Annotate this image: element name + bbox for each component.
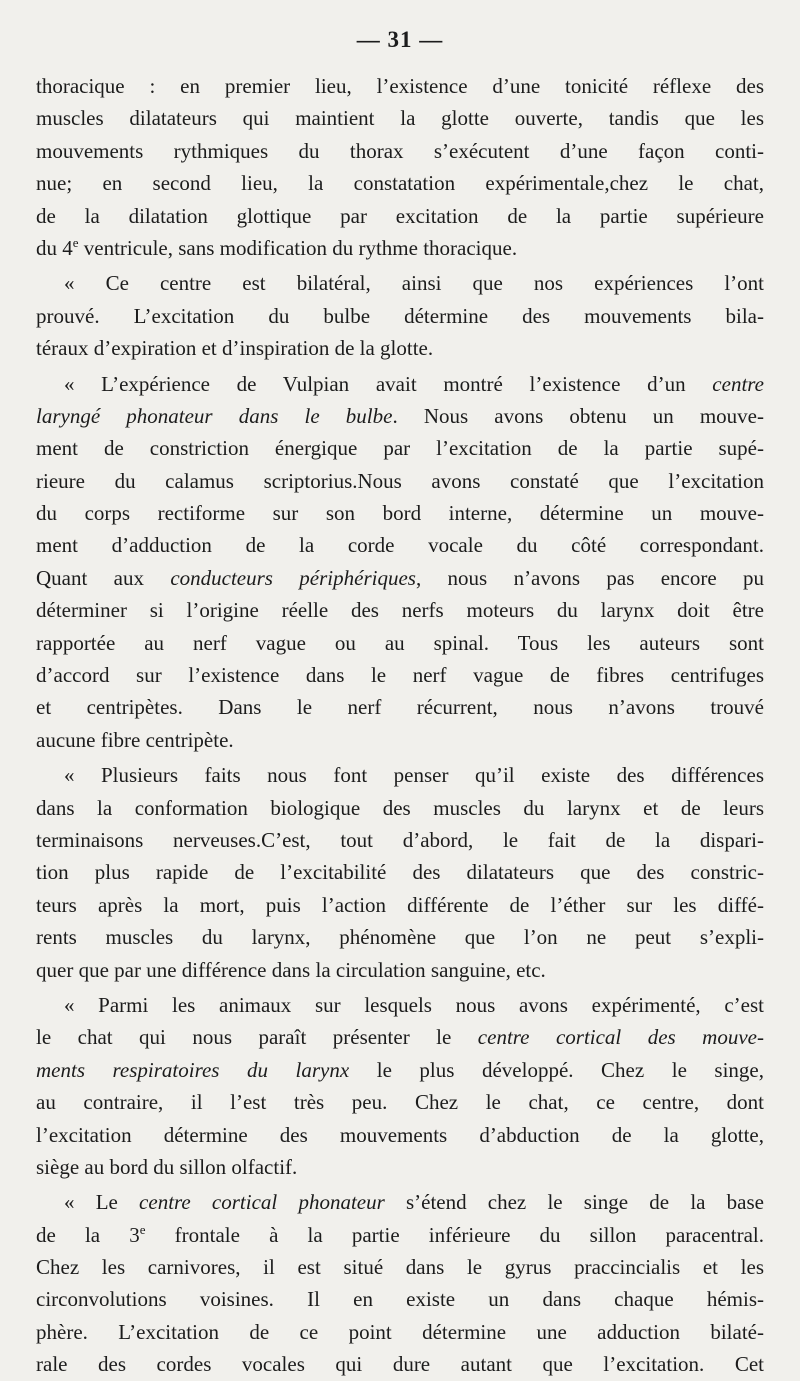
text-line: terminaisons nerveuses.C’est, tout d’abord, le fait de la dispari- [36,827,764,852]
text-line: du 4e ventricule, sans modification du rythme thoracique. [36,234,518,260]
text-line: de la dilatation glottique par excitation de la partie supérieure [36,203,764,228]
paragraph [36,368,764,757]
text-line: nue; en second lieu, la constatation expérimentale,chez le chat, [36,171,764,196]
text-line: siège au bord du sillon olfactif. [36,1154,298,1179]
text-line: muscles dilatateurs qui maintient la glotte ouverte, tandis que les [36,106,764,131]
text-line: rents muscles du larynx, phénomène que l’on ne peut s’expli- [36,925,764,950]
text-line: tion plus rapide de l’excitabilité des dilatateurs que des constric- [36,860,764,885]
text-line: ments respiratoires du larynx le plus développé. Chez le singe, [36,1057,765,1082]
page-number: — 31 — [356,27,444,52]
text-line: « L’expérience de Vulpian avait montré l’existence d’un centre [64,371,764,396]
text-line: prouvé. L’excitation du bulbe détermine des mouvements bila- [36,303,764,328]
text-line: d’accord sur l’existence dans le nerf vague de fibres centrifuges [36,663,764,688]
text-line: au contraire, il l’est très peu. Chez le chat, ce centre, dont [36,1090,764,1115]
paragraph [36,267,764,364]
text-line: « Ce centre est bilatéral, ainsi que nos expériences l’ont [64,271,764,296]
text-line: déterminer si l’origine réelle des nerfs moteurs du larynx doit être [36,598,764,623]
text-line: Quant aux conducteurs périphériques, nous n’avons pas encore pu [36,565,765,590]
text-line: rapportée au nerf vague ou au spinal. Tous les auteurs sont [36,630,764,655]
paragraph [36,759,764,986]
text-line: thoracique : en premier lieu, l’existence d’une tonicité réflexe des [36,74,764,98]
text-line: dans la conformation biologique des muscles du larynx et de leurs [36,795,764,820]
text-line: rale des cordes vocales qui dure autant que l’excitation. Cet [36,1352,764,1377]
text-line: du corps rectiforme sur son bord interne, détermine un mouve- [36,501,764,526]
paragraph [36,70,764,264]
text-line: mouvements rythmiques du thorax s’exécutent d’une façon conti- [36,138,764,163]
paragraph [36,989,764,1183]
text-line: « Le centre cortical phonateur s’étend chez le singe de la base [64,1190,764,1215]
text-line: circonvolutions voisines. Il en existe un dans chaque hémis- [36,1287,764,1312]
text-line: rieure du calamus scriptorius.Nous avons constaté que l’excitation [36,468,764,493]
paragraph [36,1186,764,1380]
text-line: « Parmi les animaux sur lesquels nous avons expérimenté, c’est [64,992,764,1017]
text-line: et centripètes. Dans le nerf récurrent, nous n’avons trouvé [36,695,764,720]
text-line: l’excitation détermine des mouvements d’abduction de la glotte, [36,1122,764,1147]
text-line: ment de constriction énergique par l’excitation de la partie supé- [36,436,764,461]
text-line: le chat qui nous paraît présenter le centre cortical des mouve- [36,1025,764,1050]
text-line: « Plusieurs faits nous font penser qu’il existe des différences [64,763,764,788]
text-line: quer que par une différence dans la circulation sanguine, etc. [36,957,546,982]
text-line: Chez les carnivores, il est situé dans le gyrus praccincialis et les [36,1255,764,1280]
text-line: ment d’adduction de la corde vocale du côté correspondant. [36,533,764,558]
text-line: laryngé phonateur dans le bulbe. Nous avons obtenu un mouve- [36,403,764,428]
text-line: téraux d’expiration et d’inspiration de la glotte. [36,336,434,361]
text-line: teurs après la mort, puis l’action différente de l’éther sur les diffé- [36,892,764,917]
text-line: phère. L’excitation de ce point détermine une adduction bilaté- [36,1319,764,1344]
body-text [36,70,764,1381]
text-line: de la 3e frontale à la partie inférieure du sillon paracentral. [36,1221,764,1247]
text-line: aucune fibre centripète. [36,727,234,752]
